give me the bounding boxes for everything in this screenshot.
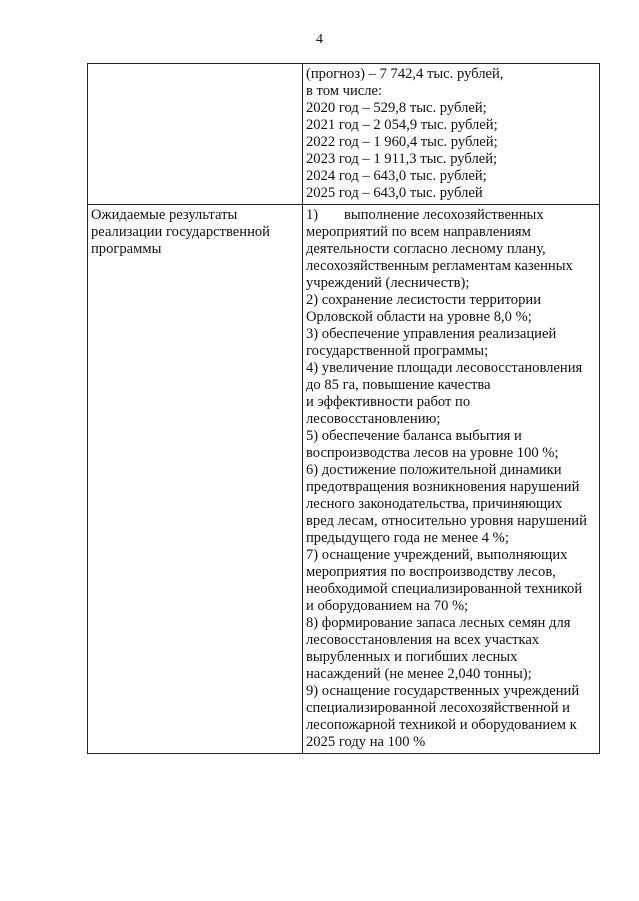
result-line: воспроизводства лесов на уровне 100 %; — [306, 445, 559, 461]
result-item-1-first-line — [306, 207, 596, 224]
result-line: лесовосстановлению; — [306, 411, 441, 427]
result-line: лесохозяйственным регламентам казенных — [306, 258, 573, 274]
result-line: специализированной лесохозяйственной и — [306, 700, 570, 716]
funding-line: 2022 год – 1 960,4 тыс. рублей; — [306, 134, 498, 150]
funding-row — [88, 64, 600, 205]
result-line: мероприятий по всем направлениям — [306, 224, 531, 240]
result-line: предотвращения возникновения нарушений — [306, 479, 580, 495]
result-line: лесовосстановления на всех участках — [306, 632, 540, 648]
result-line: мероприятия по воспроизводству лесов, — [306, 564, 556, 580]
result-line: учреждений (лесничеств); — [306, 275, 470, 291]
result-line: вырубленных и погибших лесных — [306, 649, 518, 665]
result-line: 2) сохранение лесистости территории — [306, 292, 542, 308]
result-line: 5) обеспечение баланса выбытия и — [306, 428, 522, 444]
result-line: 4) увеличение площади лесовосстановления — [306, 360, 583, 376]
expected-results-label-cell — [88, 205, 303, 754]
result-line: 9) оснащение государственных учреждений — [306, 683, 580, 699]
result-item-number: 1) — [306, 207, 319, 223]
result-line: лесного законодательства, причиняющих — [306, 496, 563, 512]
funding-value-cell — [303, 64, 600, 205]
result-line: государственной программы; — [306, 343, 489, 359]
funding-line: 2020 год – 529,8 тыс. рублей; — [306, 100, 487, 116]
result-line: 7) оснащение учреждений, выполняющих — [306, 547, 568, 563]
result-line: и оборудованием на 70 %; — [306, 598, 469, 614]
funding-label-cell — [88, 64, 303, 205]
funding-line: 2021 год – 2 054,9 тыс. рублей; — [306, 117, 498, 133]
result-line: 3) обеспечение управления реализацией — [306, 326, 557, 342]
result-line: 8) формирование запаса лесных семян для — [306, 615, 571, 631]
row-label-line: Ожидаемые результаты — [91, 207, 238, 223]
funding-line: 2025 год – 643,0 тыс. рублей — [306, 185, 483, 201]
result-line: насаждений (не менее 2,040 тонны); — [306, 666, 532, 682]
expected-results-value-cell — [303, 205, 600, 754]
result-line: предыдущего года не менее 4 %; — [306, 530, 509, 546]
program-passport-table — [87, 63, 600, 754]
result-line: до 85 га, повышение качества — [306, 377, 491, 393]
funding-line: в том числе: — [306, 83, 383, 99]
row-label-line: реализации государственной — [91, 224, 270, 240]
funding-line: 2023 год – 1 911,3 тыс. рублей; — [306, 151, 498, 167]
result-item-text: выполнение лесохозяйственных — [344, 207, 544, 223]
result-line: необходимой специализированной техникой — [306, 581, 583, 597]
result-line: 6) достижение положительной динамики — [306, 462, 562, 478]
expected-results-row — [88, 205, 600, 754]
result-line: деятельности согласно лесному плану, — [306, 241, 546, 257]
result-line: 2025 году на 100 % — [306, 734, 426, 750]
funding-line: (прогноз) – 7 742,4 тыс. рублей, — [306, 66, 504, 82]
result-line: вред лесам, относительно уровня нарушений — [306, 513, 587, 529]
page-number: 4 — [316, 32, 323, 47]
result-line: и эффективности работ по — [306, 394, 471, 410]
funding-line: 2024 год – 643,0 тыс. рублей; — [306, 168, 487, 184]
result-line: лесопожарной техникой и оборудованием к — [306, 717, 577, 733]
row-label-line: программы — [91, 241, 162, 257]
result-line: Орловской области на уровне 8,0 %; — [306, 309, 532, 325]
